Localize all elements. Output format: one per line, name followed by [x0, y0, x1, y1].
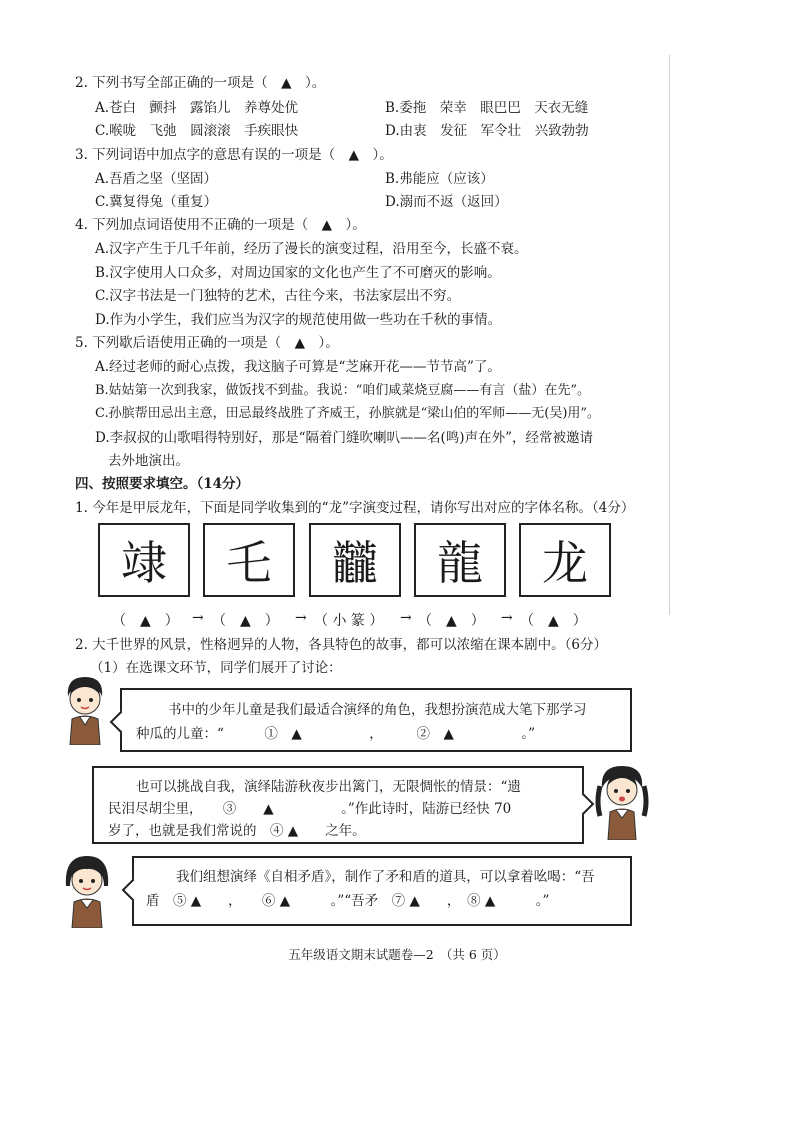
page-footer: 五年级语文期末试题卷—2 （共 6 页）	[288, 947, 506, 962]
bubble2-line1: 也可以挑战自我，演绎陆游秋夜步出篱门，无限惆怅的情景：“遗	[136, 779, 521, 795]
flow-arrow-1: →	[192, 610, 204, 626]
q5-stem: 5. 下列歇后语使用正确的一项是（ ▲ ）。	[75, 335, 339, 351]
dragon-glyph-1: 䇐	[121, 536, 167, 590]
flow-arrow-3: →	[400, 610, 412, 626]
q4-option-c: C.汉字书法是一门独特的艺术，古往今来，书法家层出不穷。	[95, 288, 461, 304]
flow-xiaozhuan: （ 小 篆 ）	[314, 613, 384, 629]
bubble-tail-2	[572, 793, 595, 816]
margin-rule	[669, 55, 670, 615]
q2-option-a: A.苍白 颤抖 露馅儿 养尊处优	[95, 100, 299, 116]
speech-bubble-3	[132, 856, 632, 926]
q3-option-a: A.吾盾之坚（坚固）	[95, 171, 218, 187]
q3-option-d: D.溺而不返（返回）	[385, 194, 508, 210]
bubble2-line2: 民泪尽胡尘里， ③ ▲ 。”作此诗时，陆游已经快 70	[108, 801, 512, 817]
speech-bubble-2	[92, 766, 584, 844]
dragon-glyph-3: 龖	[332, 536, 378, 590]
flow-arrow-4: →	[501, 610, 513, 626]
dragon-char-box-2	[203, 523, 295, 597]
bubble3-line1: 我们组想演绎《自相矛盾》，制作了矛和盾的道具，可以拿着吆喝：“吾	[176, 869, 595, 885]
q3-stem: 3. 下列词语中加点字的意思有误的一项是（ ▲ ）。	[75, 147, 393, 163]
bubble-tail-3	[122, 879, 145, 902]
dragon-char-box-5	[519, 523, 611, 597]
dragon-glyph-5: 龙	[542, 536, 588, 590]
flow-blank-3: （ ▲ ）	[418, 613, 485, 629]
dragon-char-box-4	[414, 523, 506, 597]
q2-option-d: D.由衷 发征 军令壮 兴致勃勃	[385, 123, 589, 139]
flow-arrow-2: →	[295, 610, 307, 626]
q3-option-b: B.弗能应（应该）	[385, 171, 494, 187]
bubble3-line2: 盾 ⑤ ▲ ， ⑥ ▲ 。”“吾矛 ⑦ ▲ ， ⑧ ▲ 。”	[146, 893, 550, 909]
dragon-glyph-4: 龍	[437, 536, 483, 590]
bubble1-line2: 种瓜的儿童：“ ① ▲ ， ② ▲ 。”	[136, 726, 536, 742]
q5-option-c: C.孙膑帮田忌出主意，田忌最终战胜了齐威王，孙膑就是“梁山伯的军师——无(吴)用”。	[95, 406, 601, 421]
sec4-q2-stem: 2. 大千世界的风景，性格迥异的人物，各具特色的故事，都可以浓缩在课本剧中。（6分）	[75, 637, 608, 653]
q5-option-a: A.经过老师的耐心点拨，我这脑子可算是“芝麻开花——节节高”了。	[95, 359, 501, 375]
dragon-char-box-3	[309, 523, 401, 597]
flow-blank-2: （ ▲ ）	[212, 613, 279, 629]
boy-avatar-1	[60, 673, 110, 745]
sec4-q2-sub1: （1）在选课文环节，同学们展开了讨论：	[90, 660, 342, 676]
q5-option-d-line2: 去外地演出。	[108, 453, 189, 469]
girl-avatar	[594, 762, 650, 840]
section-4-title: 四、按照要求填空。（14分）	[75, 476, 250, 492]
q4-option-b: B.汉字使用人口众多，对周边国家的文化也产生了不可磨灭的影响。	[95, 265, 501, 281]
bubble1-line1: 书中的少年儿童是我们最适合演绎的角色，我想扮演范成大笔下那学习	[168, 702, 587, 718]
q4-option-d: D.作为小学生，我们应当为汉字的规范使用做一些功在千秋的事情。	[95, 312, 502, 328]
flow-blank-4: （ ▲ ）	[520, 613, 587, 629]
q5-option-d-line1: D.李叔叔的山歌唱得特别好，那是“隔着门缝吹喇叭——名(鸣)声在外”，经常被邀请	[95, 430, 593, 446]
speech-bubble-1	[120, 688, 632, 752]
q4-option-a: A.汉字产生于几千年前，经历了漫长的演变过程，沿用至今，长盛不衰。	[95, 241, 528, 257]
bubble2-line3: 岁了，也就是我们常说的 ④ ▲ 之年。	[108, 823, 366, 839]
sec4-q1-stem: 1. 今年是甲辰龙年，下面是同学收集到的“龙”字演变过程，请你写出对应的字体名称。（4分）	[75, 500, 635, 516]
dragon-glyph-2: 乇	[226, 536, 272, 590]
bubble-tail-1	[110, 711, 133, 734]
flow-blank-1: （ ▲ ）	[112, 613, 179, 629]
q2-option-b: B.委拖 荣幸 眼巴巴 天衣无缝	[385, 100, 589, 116]
q5-option-b: B.姑姑第一次到我家，做饭找不到盐。我说：“咱们咸菜烧豆腐——有言（盐）在先”。	[95, 383, 590, 398]
q4-stem: 4. 下列加点词语使用不正确的一项是（ ▲ ）。	[75, 217, 366, 233]
q2-stem: 2. 下列书写全部正确的一项是（ ▲ ）。	[75, 75, 326, 91]
girl-avatar-2	[60, 852, 114, 928]
dragon-char-box-1	[98, 523, 190, 597]
q3-option-c: C.冀复得兔（重复）	[95, 194, 218, 210]
q2-option-c: C.喉咙 飞弛 圆滚滚 手疾眼快	[95, 123, 299, 139]
